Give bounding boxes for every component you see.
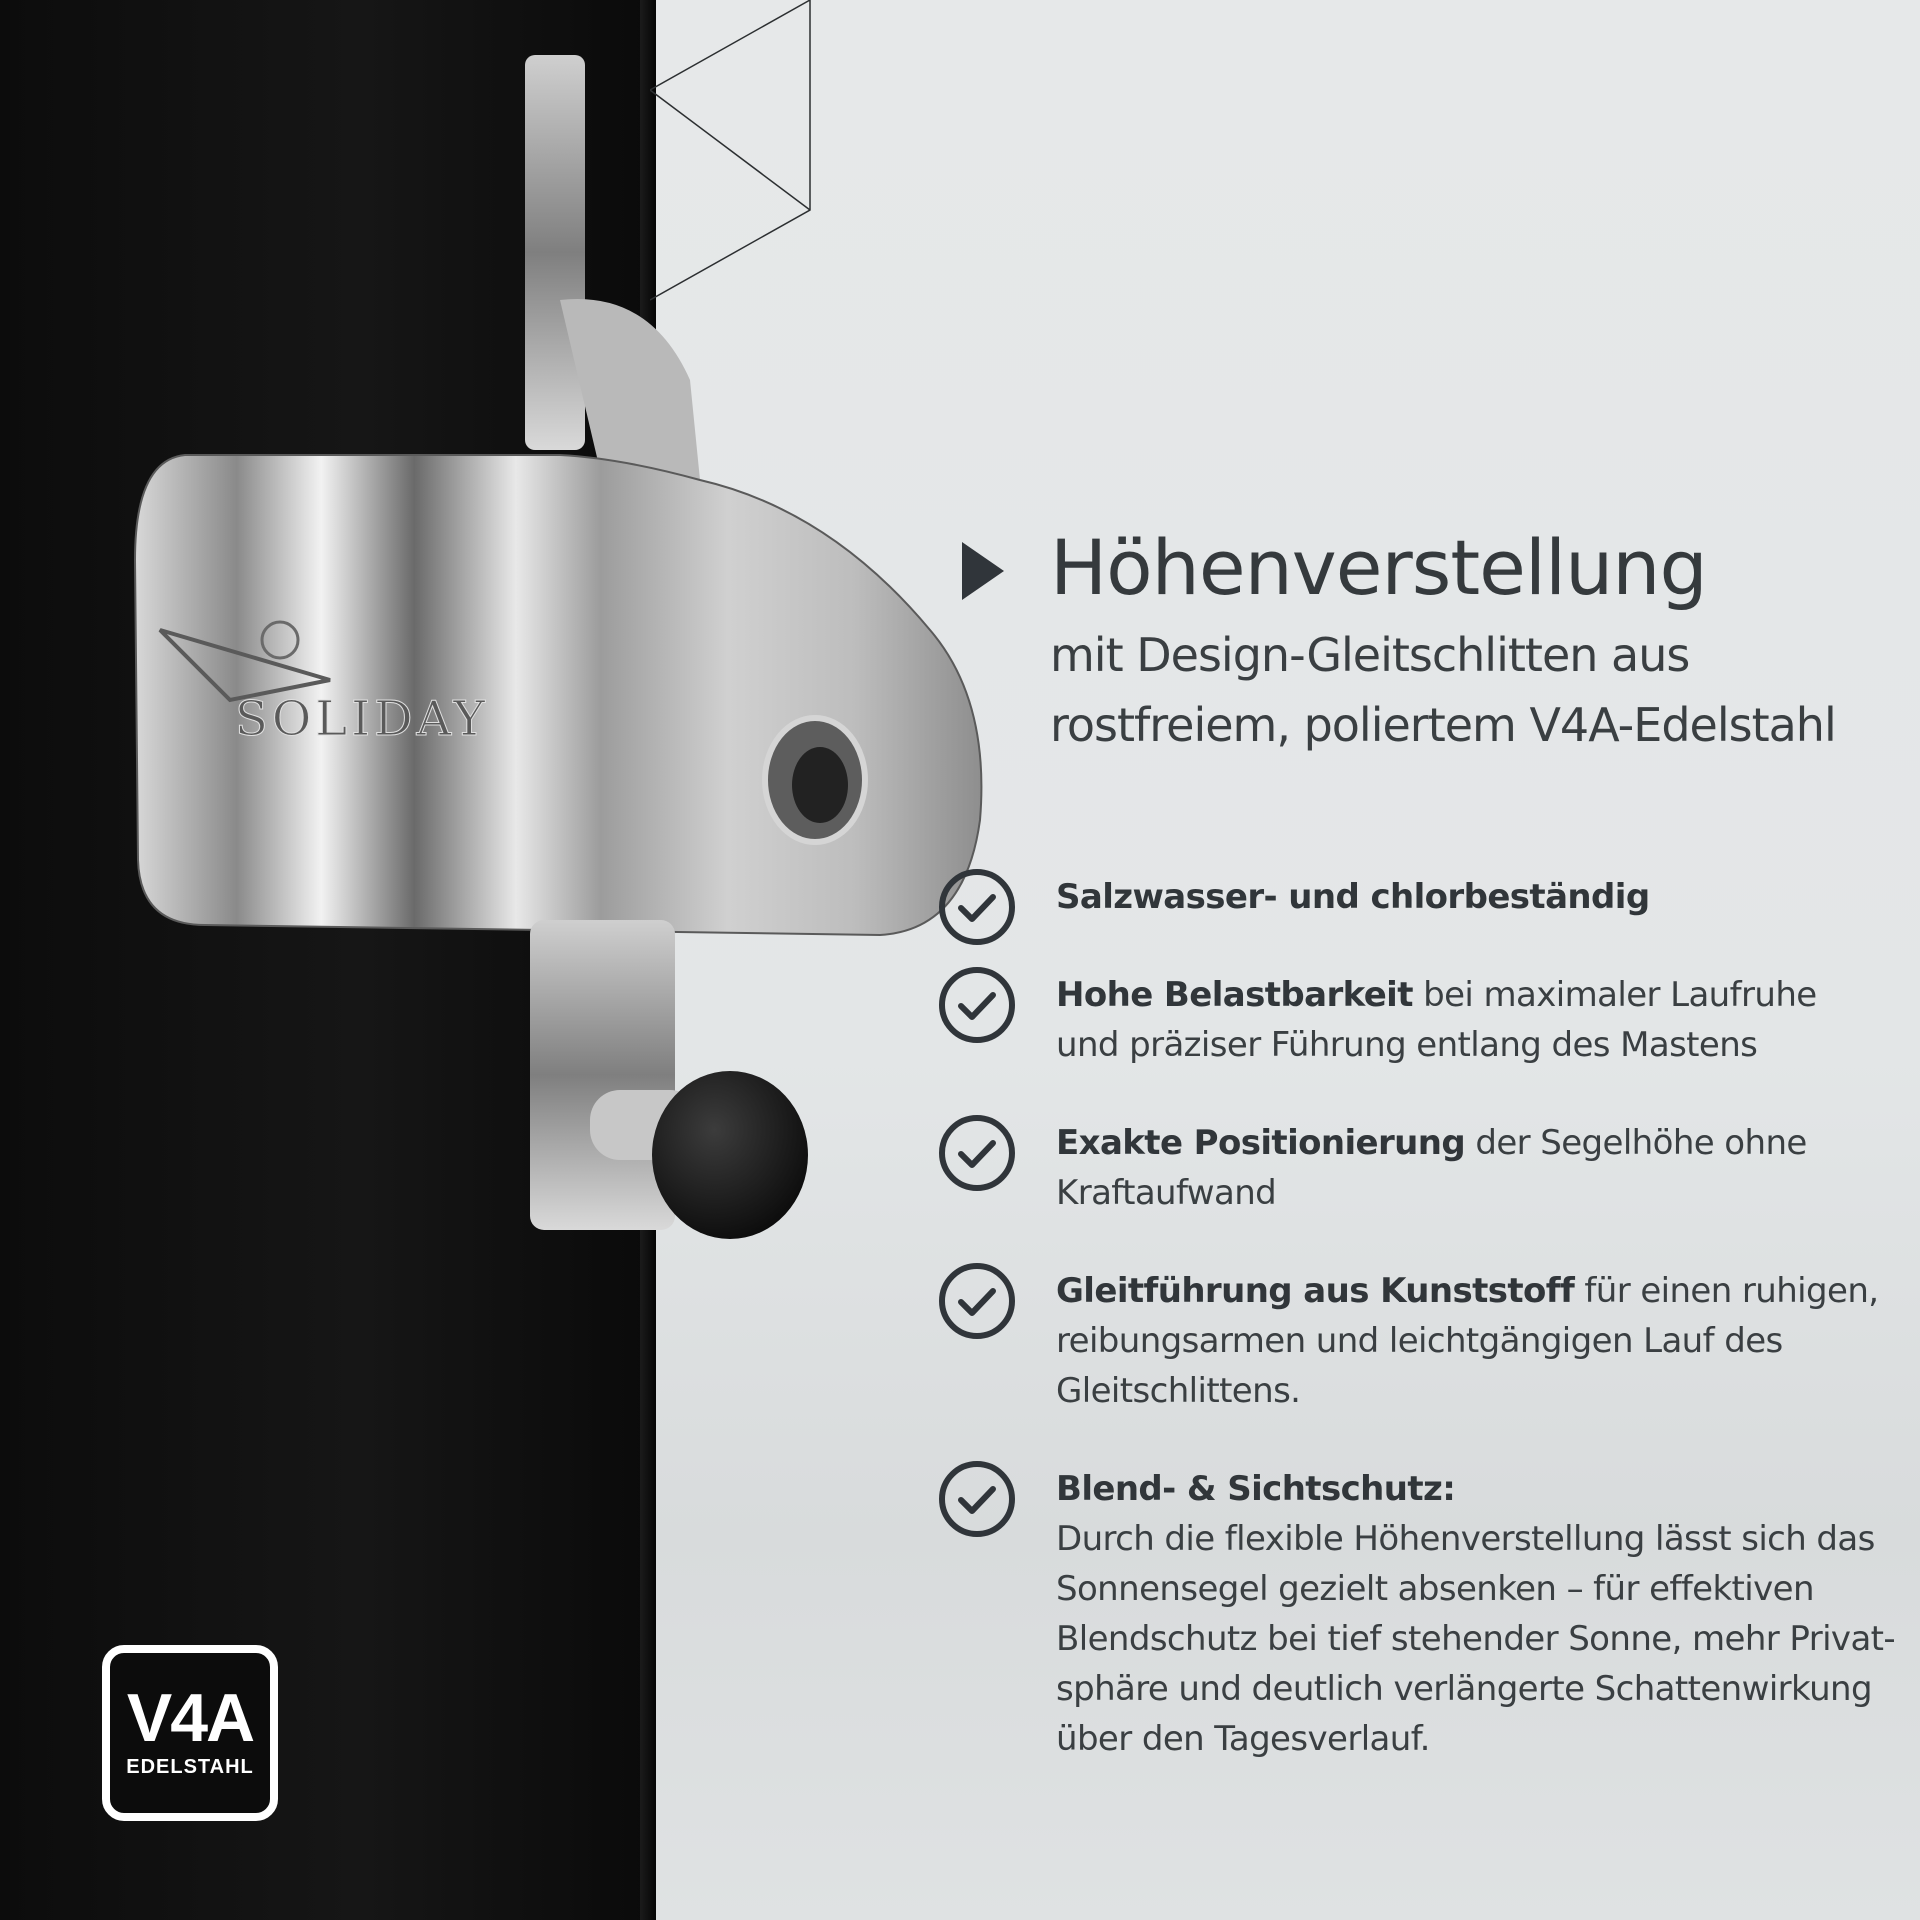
feature-line: reibungsarmen und leichtgängigen Lauf des	[1056, 1321, 1783, 1361]
feature-rest: für einen ruhigen,	[1574, 1271, 1879, 1311]
feature-text	[1056, 1266, 1898, 1416]
feature-line: sphäre und deutlich verlängerte Schattenwirkung	[1056, 1669, 1872, 1709]
check-circle-icon	[938, 1460, 1016, 1538]
subheadline-line-1: mit Design-Gleitschlitten aus	[1050, 628, 1690, 682]
feature-line: Blendschutz bei tief stehender Sonne, mehr Privat-	[1056, 1619, 1896, 1659]
feature-line: Sonnensegel gezielt absenken – für effektiven	[1056, 1569, 1814, 1609]
feature-rest: der Segelhöhe ohne	[1465, 1123, 1807, 1163]
check-circle-icon	[938, 966, 1016, 1044]
feature-bold: Blend- & Sichtschutz:	[1056, 1469, 1456, 1509]
feature-line: Kraftaufwand	[1056, 1173, 1277, 1213]
check-circle-icon	[938, 1114, 1016, 1192]
feature-item	[938, 872, 1898, 922]
play-triangle-icon	[960, 540, 1006, 602]
check-circle-icon	[938, 1262, 1016, 1340]
feature-text	[1056, 1464, 1898, 1764]
feature-line: und präziser Führung entlang des Mastens	[1056, 1025, 1758, 1065]
feature-text	[1056, 872, 1898, 922]
feature-rest: bei maximaler Laufruhe	[1412, 975, 1817, 1015]
feature-item	[938, 1464, 1898, 1764]
feature-list	[938, 872, 1898, 1764]
badge-title: V4A	[126, 1679, 254, 1756]
feature-text	[1056, 1118, 1898, 1218]
v4a-badge	[102, 1645, 278, 1821]
feature-line: Gleitschlittens.	[1056, 1371, 1301, 1411]
gleitschlitten-photo	[0, 0, 1000, 1300]
feature-bold: Gleitführung aus Kunststoff	[1056, 1271, 1575, 1311]
feature-line: Durch die flexible Höhenverstellung lässt sich das	[1056, 1519, 1875, 1559]
engraving-text: SOLIDAY	[235, 691, 489, 747]
check-circle-icon	[938, 868, 1016, 946]
subheadline	[1050, 620, 1910, 760]
feature-text	[1056, 970, 1898, 1070]
subheadline-line-2: rostfreiem, poliertem V4A-Edelstahl	[1050, 698, 1836, 752]
feature-bold: Salzwasser- und chlorbeständig	[1056, 877, 1650, 917]
feature-item	[938, 1118, 1898, 1218]
feature-bold: Hohe Belastbarkeit	[1056, 975, 1413, 1015]
feature-item	[938, 1266, 1898, 1416]
feature-item	[938, 970, 1898, 1070]
feature-line: über den Tagesverlauf.	[1056, 1719, 1430, 1759]
badge-subtitle: EDELSTAHL	[126, 1755, 254, 1778]
feature-bold: Exakte Positionierung	[1056, 1123, 1466, 1163]
headline: Höhenverstellung	[1050, 523, 1707, 612]
